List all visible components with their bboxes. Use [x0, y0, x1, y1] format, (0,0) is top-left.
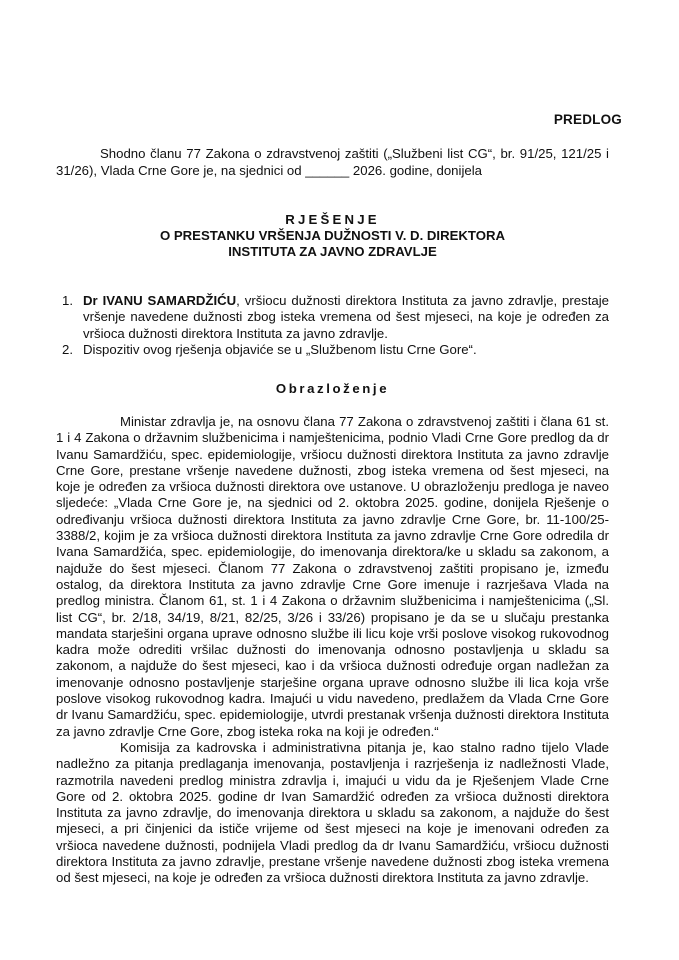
item-number: 2. [62, 342, 73, 358]
dispositive-item-2 [56, 342, 609, 358]
proposal-label: PREDLOG [553, 112, 622, 127]
dispositive-list [56, 293, 609, 359]
decision-title: RJEŠENJE [285, 212, 380, 227]
preamble-paragraph: Shodno članu 77 Zakona o zdravstvenoj zaštiti („Službeni list CG“, br. 91/25, 121/25 i 31/26), Vlada Crne Gore je, na sjednici od ______ 2026. godine, donijela [56, 146, 609, 178]
item-number: 1. [62, 293, 73, 308]
dispositive-item-1 [56, 293, 609, 342]
decision-subtitle-line-1: O PRESTANKU VRŠENJA DUŽNOSTI V. D. DIREKTORA [159, 228, 506, 243]
decision-title-block [56, 212, 609, 260]
explanation-heading: Obrazloženje [275, 381, 390, 396]
item-text: , vršiocu dužnosti direktora Instituta za javno zdravlje, prestaje vršenje navedene dužnosti zbog isteka vremena od šest mjeseci, na koje je određen za vršioca dužnosti direktora Instituta za javno zdravlje. [83, 293, 609, 341]
item-text: Dispozitiv ovog rješenja objaviće se u „Službenom listu Crne Gore“. [83, 342, 477, 358]
person-name: Dr IVANU SAMARDŽIĆU [83, 293, 237, 308]
explanation-paragraph-1: Ministar zdravlja je, na osnovu člana 77 Zakona o zdravstvenoj zaštiti i člana 61 st. 1 i 4 Zakona o državnim službenicima i namještenicima, podnio Vladi Crne Gore predlog da dr Ivanu Samardžiću, spec. epidemiologije, vršiocu dužnosti direktora Instituta za javno zdravlje Crne Gore, prestane vršenje navedene dužnosti, zbog isteka vremena od šest mjeseci, na koje je određen za vršioca dužnosti direktora ove ustanove. U obrazloženju predloga je naveo sljedeće: „Vlada Crne Gore je, na sjednici od 2. oktobra 2025. godine, donijela Rješenje o određivanju vršioca dužnosti direktora Instituta za javno zdravlje Crne Gore, br. 11-100/25-3388/2, kojim je za vršioca dužnosti direktora Instituta za javno zdravlje Crne Gore odredila dr Ivana Samardžića, spec. epidemiologije, do imenovanja direktora/ke u skladu sa zakonom, a najduže do šest mjeseci. Članom 77 Zakona o zdravstvenoj zaštiti propisano je, između ostalog, da direktora Instituta za javno zdravlje Crne Gore imenuje i razrješava Vlada na predlog ministra. Članom 61, st. 1 i 4 Zakona o državnim službenicima i namještenicima („Sl. list CG“, br. 2/18, 34/19, 8/21, 82/25, 3/26 i 33/26) propisano je da se u slučaju prestanka mandata starješini organa uprave odnosno službe ili licu koje vrši poslove visokog rukovodnog kadra može odrediti vršilac dužnosti do imenovanja odnosno postavljenja u skladu sa zakonom, a najduže do šest mjeseci, kao i da vršioca dužnosti određuje organ nadležan za imenovanje odnosno postavljenje starješine organa uprave odnosno službe ili lica koja vrše poslove visokog rukovodnog kadra. Imajući u vidu navedeno, predlažem da Vlada Crne Gore dr Ivanu Samardžiću, spec. epidemiologije, utvrdi prestanak vršenja dužnosti direktora Instituta za javno zdravlje Crne Gore, zbog isteka roka na koji je određen.“ [56, 414, 609, 739]
explanation-body [56, 414, 609, 887]
explanation-paragraph-2: Komisija za kadrovska i administrativna pitanja je, kao stalno radno tijelo Vlade nadležno za pitanja predlaganja imenovanja, postavljenja i razrješenja iz nadležnosti Vlade, razmotrila navedeni predlog ministra zdravlja i, imajući u vidu da je Rješenjem Vlade Crne Gore od 2. oktobra 2025. godine dr Ivan Samardžić određen za vršioca dužnosti direktora Instituta za javno zdravlje, do imenovanja direktora u skladu sa zakonom, a najduže do šest mjeseci, a pri činjenici da ističe vrijeme od šest mjeseci na koje je imenovani određen za vršioca navedene dužnosti, podnijela Vladi predlog da dr Ivanu Samardžiću, vršiocu dužnosti direktora Instituta za javno zdravlje, prestane vršenje navedene dužnosti zbog isteka vremena od šest mjeseci, na koje je određen za vršioca dužnosti direktora Instituta za javno zdravlje. [56, 739, 609, 886]
decision-subtitle-line-2: INSTITUTA ZA JAVNO ZDRAVLJE [228, 244, 437, 259]
